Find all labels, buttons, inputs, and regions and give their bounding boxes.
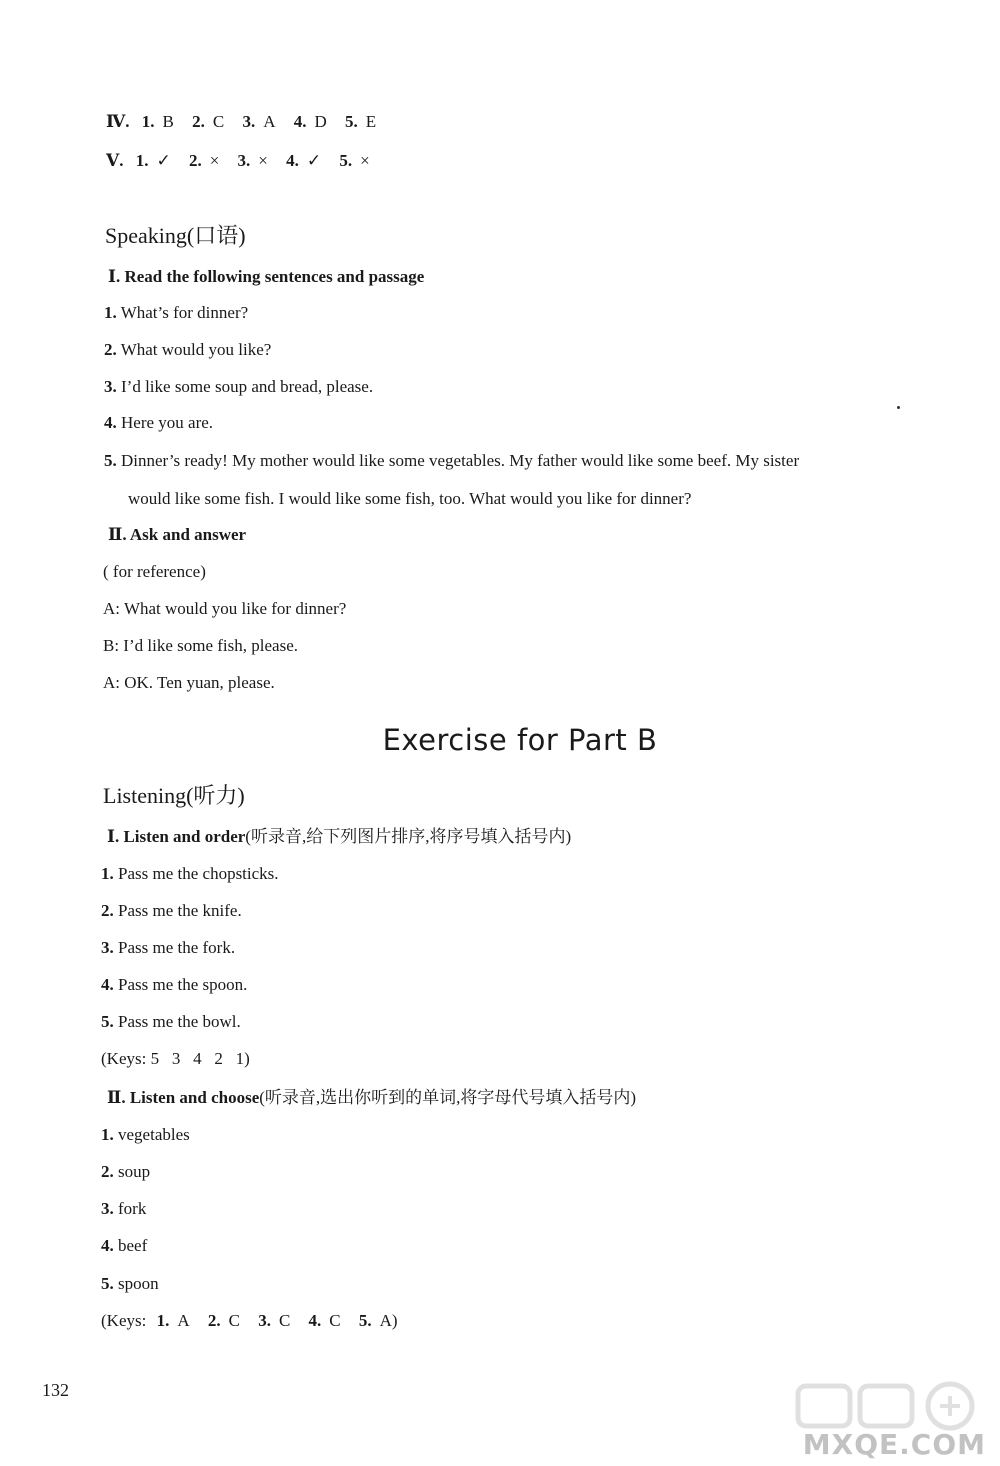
list-item: 1. vegetables (101, 1125, 190, 1144)
dialogue-line: B: I’d like some fish, please. (103, 636, 298, 655)
choose-keys: (Keys: 1. A 2. C 3. C 4. C 5. A) (101, 1311, 398, 1330)
speaking-heading: Speaking(口语) (105, 223, 246, 248)
passage-line-2: would like some fish. I would like some fish, too. What would you like for dinner? (128, 489, 692, 508)
listening-section-2-title: Ⅱ. Listen and choose(听录音,选出你听到的单词,将字母代号填入括号内) (107, 1088, 637, 1107)
answer-item: 1. B (141, 112, 174, 131)
speaking-section-1-title: Ⅰ. Read the following sentences and passage (108, 267, 425, 286)
order-keys: (Keys: 5 3 4 2 1) (101, 1049, 250, 1068)
listening-heading: Listening(听力) (103, 783, 245, 808)
list-item: 5. Pass me the bowl. (101, 1012, 241, 1031)
watermark-text: MXQE.COM (802, 1428, 986, 1461)
list-item: 3. I’d like some soup and bread, please. (104, 377, 374, 396)
answer-item: 4. ✓ (286, 151, 322, 170)
key-item: 5. A) (358, 1311, 398, 1330)
list-item: 4. Here you are. (104, 413, 214, 432)
dialogue-line: A: What would you like for dinner? (103, 599, 347, 618)
list-item: 4. Pass me the spoon. (101, 975, 248, 994)
list-item: 2. Pass me the knife. (101, 901, 242, 920)
row-label: Ⅴ. (106, 151, 124, 170)
list-item: 4. beef (101, 1236, 148, 1255)
list-item: 3. Pass me the fork. (101, 938, 236, 957)
row-label: Ⅳ. (106, 112, 130, 131)
list-item: 3. fork (101, 1199, 147, 1218)
answers-row-5 (106, 150, 384, 172)
reference-note: ( for reference) (103, 562, 206, 581)
page-number: 132 (42, 1380, 69, 1400)
list-item: 1. What’s for dinner? (104, 303, 249, 322)
listening-section-1-title: Ⅰ. Listen and order(听录音,给下列图片排序,将序号填入括号内) (107, 827, 572, 846)
answer-item: 4. D (293, 112, 327, 131)
list-item: 1. Pass me the chopsticks. (101, 864, 279, 883)
list-item: 2. soup (101, 1162, 151, 1181)
answer-item: 2. × (188, 151, 220, 170)
answer-item: 5. E (345, 112, 377, 131)
answer-item: 2. C (192, 112, 225, 131)
passage-line-1: 5. Dinner’s ready! My mother would like some vegetables. My father would like some beef. My sister (104, 451, 800, 470)
answers-row-4 (106, 111, 390, 133)
stray-dot (897, 406, 900, 409)
dialogue-line: A: OK. Ten yuan, please. (103, 673, 275, 692)
answer-item: 3. × (237, 151, 268, 170)
key-item: 3. C (258, 1311, 291, 1330)
answer-item: 1. ✓ (135, 151, 171, 170)
list-item: 2. What would you like? (104, 340, 272, 359)
answer-item: 3. A (242, 112, 276, 131)
answer-item: 5. × (339, 151, 370, 170)
speaking-section-2-title: Ⅱ. Ask and answer (108, 525, 247, 544)
key-item: 4. C (308, 1311, 341, 1330)
part-b-title: Exercise for Part B (382, 723, 658, 757)
list-item: 5. spoon (101, 1274, 159, 1293)
key-item: 2. C (207, 1311, 240, 1330)
key-item: 1. A (156, 1311, 190, 1330)
